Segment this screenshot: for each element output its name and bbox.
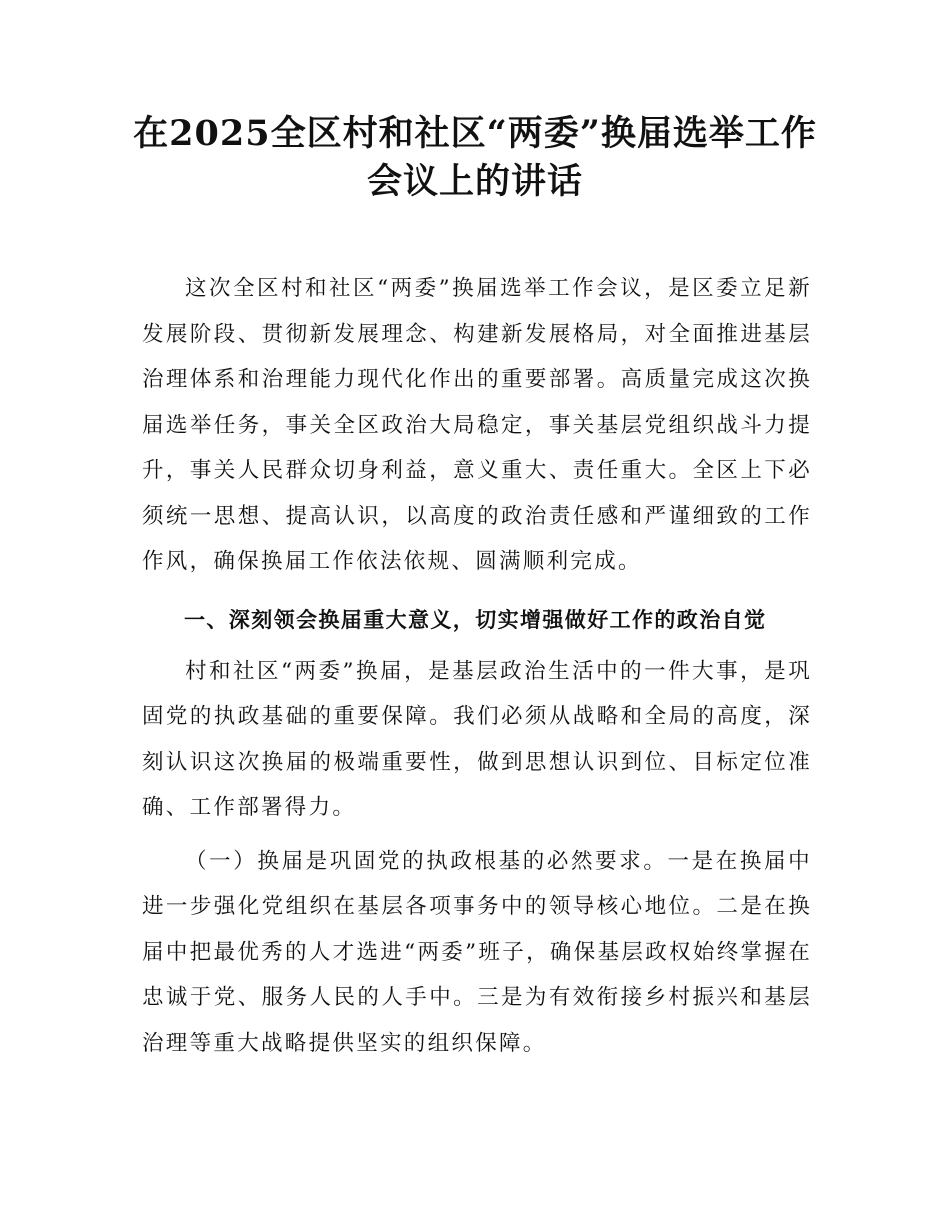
subsection-1-text: 一是在换届中进一步强化党组织在基层各项事务中的领导核心地位。二是在换届中把最优秀的人才选进“两委”班子，确保基层政权始终掌握在忠诚于党、服务人民的人手中。三是为有效衔接乡村振兴和基层治理等重大战略提供坚实的组织保障。 — [142, 848, 812, 1056]
document-body — [142, 266, 812, 1074]
section-1-paragraph: 村和社区“两委”换届，是基层政治生活中的一件大事，是巩固党的执政基础的重要保障。我们必须从战略和全局的高度，深刻认识这次换届的极端重要性，做到思想认识到位、目标定位准确、工作部署得力。 — [142, 658, 812, 820]
subsection-1-lead: （一）换届是巩固党的执政根基的必然要求。 — [185, 848, 668, 874]
title-line-2: 会议上的讲话 — [366, 161, 583, 202]
title-line-1: 在2025全区村和社区“两委”换届选举工作 — [133, 113, 817, 154]
document-title — [130, 110, 820, 206]
subsection-1-paragraph — [142, 839, 812, 1067]
section-heading-1: 一、深刻领会换届重大意义，切实增强做好工作的政治自觉 — [184, 607, 767, 632]
intro-paragraph: 这次全区村和社区“两委”换届选举工作会议，是区委立足新发展阶段、贯彻新发展理念、构建新发展格局，对全面推进基层治理体系和治理能力现代化作出的重要部署。高质量完成这次换届选举任务，事关全区政治大局稳定，事关基层党组织战斗力提升，事关人民群众切身利益，意义重大、责任重大。全区上下必须统一思想、提高认识，以高度的政治责任感和严谨细致的工作作风，确保换届工作依法依规、圆满顺利完成。 — [142, 276, 812, 574]
